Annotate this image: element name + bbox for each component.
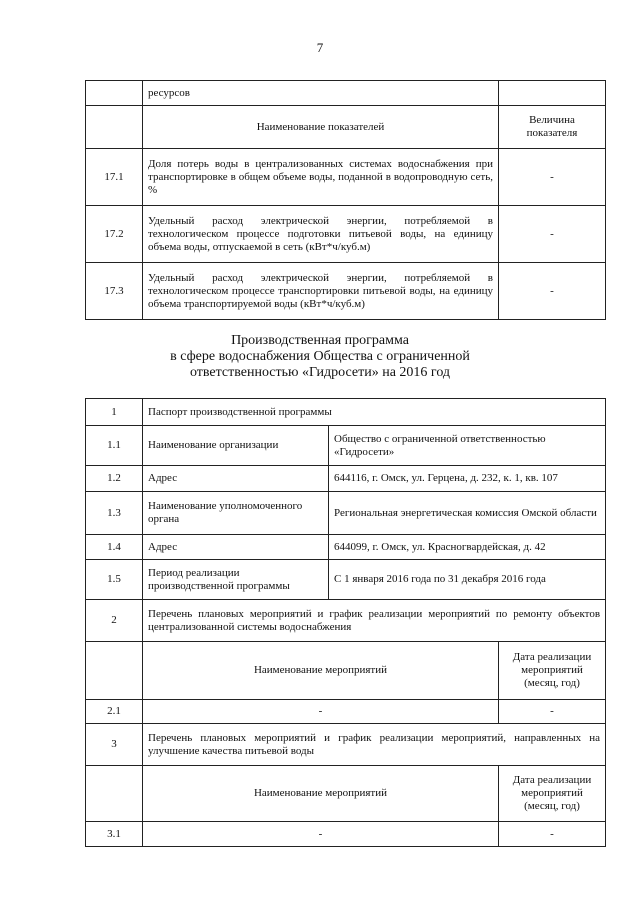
- header-activity-date: Дата реализации мероприятий (месяц, год): [499, 642, 606, 700]
- activity-name: -: [143, 700, 499, 724]
- table-row: [86, 426, 606, 466]
- header-indicator-name: Наименование показателей: [143, 106, 499, 149]
- passport-label: Наименование организации: [143, 426, 329, 466]
- table-row: [86, 822, 606, 847]
- row-number: 3.1: [86, 822, 143, 847]
- section-row: [86, 600, 606, 642]
- table-row: [86, 206, 606, 263]
- row-number: 17.2: [86, 206, 143, 263]
- row-number: 1.3: [86, 492, 143, 535]
- passport-label: Период реализации производственной программы: [143, 560, 329, 600]
- passport-label: Адрес: [143, 535, 329, 560]
- table-row: [86, 149, 606, 206]
- continuation-text: ресурсов: [143, 81, 499, 106]
- program-title-line: в сфере водоснабжения Общества с ограниченной: [170, 349, 470, 364]
- header-activity-name: Наименование мероприятий: [143, 642, 499, 700]
- indicator-text: Удельный расход электрической энергии, потребляемой в технологическом процессе транспортировки питьевой воды, на единицу объема транспортируемой воды (кВт*ч/куб.м): [143, 263, 499, 320]
- indicator-value: -: [499, 206, 606, 263]
- header-indicator-value: Величина показателя: [499, 106, 606, 149]
- table-header-row: [86, 642, 606, 700]
- activity-date: -: [499, 822, 606, 847]
- table-row: [86, 81, 606, 106]
- table-row: [86, 700, 606, 724]
- indicators-table: [85, 80, 606, 320]
- indicator-text: Удельный расход электрической энергии, потребляемой в технологическом процессе подготовки питьевой воды, на единицу объема воды, отпускаемой в сеть (кВт*ч/куб.м): [143, 206, 499, 263]
- section-row: [86, 724, 606, 766]
- row-number: 1.5: [86, 560, 143, 600]
- table-row: [86, 466, 606, 492]
- passport-label: Наименование уполномоченного органа: [143, 492, 329, 535]
- header-activity-date: Дата реализации мероприятий (месяц, год): [499, 766, 606, 822]
- program-title-line: ответственностью «Гидросети» на 2016 год: [189, 365, 451, 380]
- program-title-line: Производственная программа: [231, 333, 409, 348]
- indicator-value: -: [499, 149, 606, 206]
- table-row: [86, 560, 606, 600]
- row-number: 1.2: [86, 466, 143, 492]
- row-number: 2.1: [86, 700, 143, 724]
- passport-value: 644116, г. Омск, ул. Герцена, д. 232, к. 1, кв. 107: [329, 466, 606, 492]
- passport-value: Региональная энергетическая комиссия Омской области: [329, 492, 606, 535]
- section-number: 2: [86, 600, 143, 642]
- row-number: 17.3: [86, 263, 143, 320]
- header-activity-name: Наименование мероприятий: [143, 766, 499, 822]
- passport-label: Адрес: [143, 466, 329, 492]
- row-number: 1.1: [86, 426, 143, 466]
- row-number: 1.4: [86, 535, 143, 560]
- page-number: 7: [316, 40, 324, 55]
- program-title: [0, 333, 640, 381]
- activity-date: -: [499, 700, 606, 724]
- table-header-row: [86, 106, 606, 149]
- indicator-text: Доля потерь воды в централизованных системах водоснабжения при транспортировке в общем объеме воды, поданной в водопроводную сеть, %: [143, 149, 499, 206]
- section-row: [86, 399, 606, 426]
- section-title: Паспорт производственной программы: [143, 399, 606, 426]
- passport-value: 644099, г. Омск, ул. Красногвардейская, д. 42: [329, 535, 606, 560]
- section-number: 1: [86, 399, 143, 426]
- table-row: [86, 535, 606, 560]
- table-header-row: [86, 766, 606, 822]
- table-row: [86, 263, 606, 320]
- row-number: 17.1: [86, 149, 143, 206]
- section-title: Перечень плановых мероприятий и график реализации мероприятий, направленных на улучшение качества питьевой воды: [143, 724, 606, 766]
- activity-name: -: [143, 822, 499, 847]
- section-title: Перечень плановых мероприятий и график реализации мероприятий по ремонту объектов централизованной системы водоснабжения: [143, 600, 606, 642]
- section-number: 3: [86, 724, 143, 766]
- passport-value: С 1 января 2016 года по 31 декабря 2016 года: [329, 560, 606, 600]
- program-table: [85, 398, 606, 847]
- passport-value: Общество с ограниченной ответственностью «Гидросети»: [329, 426, 606, 466]
- table-row: [86, 492, 606, 535]
- indicator-value: -: [499, 263, 606, 320]
